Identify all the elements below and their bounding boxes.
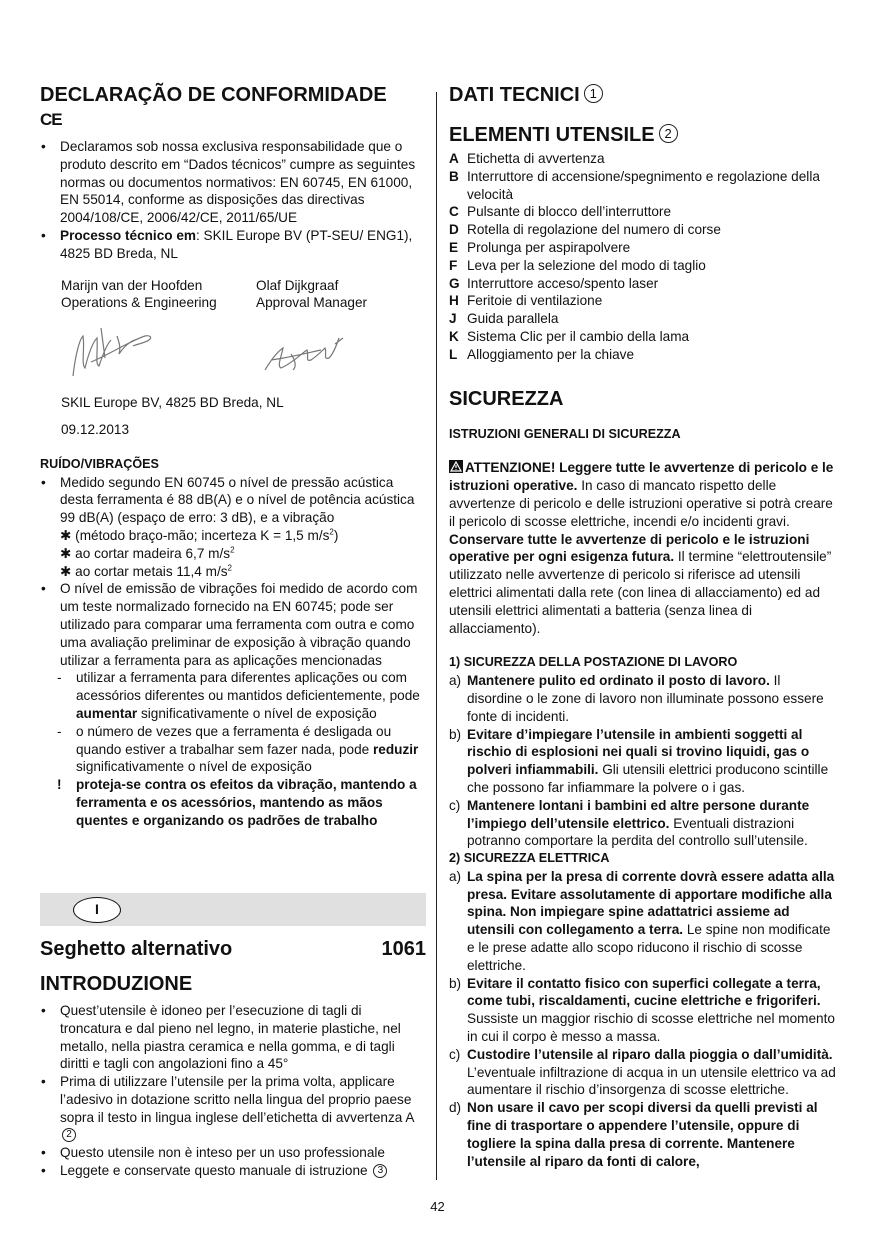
right-column — [449, 82, 839, 1170]
item-key: A — [449, 151, 459, 166]
elements-title: ELEMENTI UTENSILE 2 — [449, 122, 839, 148]
intro-title: INTRODUZIONE — [40, 973, 193, 995]
list-item: b) Evitare d’impiegare l’utensile in ambienti soggetti al rischio di esplosioni nei quali si trovino liquidi, gas o polveri infiammabili. Gli utensili elettrici producono scintille che possono far infiammare la polvere o i gas. — [449, 726, 829, 795]
declaration-list — [40, 138, 426, 263]
list-item: H Feritoie di ventilazione — [449, 293, 603, 309]
item-key: c) — [449, 1046, 461, 1062]
list-item: K Sistema Clic per il cambio della lama — [449, 328, 690, 344]
list-item: • Medido segundo EN 60745 o nível de pressão acústica desta ferramenta é 88 dB(A) e o nível de potência acústica 99 dB(A) (espaço de erro: 3 dB), e a vibração ✱ (método braço-mão; incerteza K = 1,5 $m/s^2$) ✱ ao cortar madeira 6,7 $m/s^2$ ✱ ao cortar metais 11,4 $m/s^2$ — [40, 474, 426, 581]
list-item: d) Non usare il cavo per scopi diversi da quelli previsti al fine di trasportare o appendere l’utensile, oppure di togliere la spina dalla presa di corrente. Mantenere l’utensile al riparo da fonti di calore, — [449, 1100, 818, 1169]
product-number: 1061 — [381, 938, 426, 960]
list-item: • O nível de emissão de vibrações foi medido de acordo com um teste normalizado fornecido na EN 60745; pode ser utilizado para comparar uma ferramenta com outra e como uma avaliação preliminar de exposição à vibração quando utilizar a ferramenta para as aplicações mencionadas — [40, 580, 426, 669]
language-bar — [40, 893, 426, 926]
signatures — [61, 312, 426, 394]
list-item: F Leva per la selezione del modo di taglio — [449, 257, 706, 273]
list-item: c) Mantenere lontani i bambini ed altre persone durante l’impiego dell’utensile elettrico. Eventuali distrazioni potranno comportare la perdita del controllo sull’utensile. — [449, 797, 810, 849]
item-key: L — [449, 346, 458, 362]
noise-list — [40, 474, 426, 670]
list-item: A Etichetta di avvertenza — [449, 151, 605, 166]
general-safety-heading: ISTRUZIONI GENERALI DI SICUREZZA — [449, 426, 681, 441]
figure-ref: 1 — [584, 84, 603, 103]
item-key: C — [449, 204, 459, 220]
section-heading: 2) SICUREZZA ELETTRICA — [449, 851, 610, 866]
warning-triangle-icon — [449, 460, 463, 473]
list-item: D Rotella di regolazione del numero di corse — [449, 222, 721, 238]
figure-ref: 2 — [62, 1128, 76, 1142]
list-item: C Pulsante di blocco dell’interruttore — [449, 204, 672, 220]
list-item: a) La spina per la presa di corrente dovrà essere adatta alla presa. Evitare assolutamente di apportare modifiche alla spina. Non impiegare spine adattatrici assieme ad utensili con collegamento a terra. Le spine non modificate e le prese adatte allo scopo riducono il rischio di scosse elettriche. — [449, 868, 835, 973]
signatory-name: Olaf Dijkgraaf — [256, 277, 339, 293]
item-key: c) — [449, 797, 461, 813]
item-key: B — [449, 168, 459, 184]
dash-list — [56, 669, 426, 776]
list-item: E Prolunga per aspirapolvere — [449, 239, 631, 255]
safety-title: SICUREZZA — [449, 387, 564, 410]
product-name: Seghetto alternativo — [40, 938, 233, 960]
item-key: a) — [449, 673, 462, 689]
declaration-date: 09.12.2013 — [61, 421, 130, 437]
elements-list — [449, 150, 839, 364]
list-item: J Guida parallela — [449, 311, 559, 327]
figure-ref: 3 — [373, 1164, 387, 1178]
vibration-warning: ! proteja-se contra os efeitos da vibração, mantendo a ferramenta e os acessórios, mantendo as mãos quentes e organizando os padrões de trabalho — [57, 777, 417, 828]
item-key: H — [449, 293, 459, 309]
item-key: b) — [449, 975, 462, 991]
list-item: • Prima di utilizzare l’utensile per la prima volta, applicare l’adesivo in dotazione scritto nella lingua del proprio paese sopra il testo in lingua inglese dell’etichetta di avvertenza A 2 — [40, 1073, 426, 1144]
item-key: b) — [449, 726, 462, 742]
section-heading: 1) SICUREZZA DELLA POSTAZIONE DI LAVORO — [449, 655, 738, 670]
item-key: E — [449, 239, 459, 255]
tech-title: DATI TECNICI 1 — [449, 82, 839, 108]
item-key: a) — [449, 868, 462, 884]
list-item: - utilizar a ferramenta para diferentes aplicações ou com acessórios diferentes ou mantidos deficientemente, pode aumentar significativamente o nível de exposição — [56, 669, 426, 722]
intro-list — [40, 1002, 426, 1180]
company-address: SKIL Europe BV, 4825 BD Breda, NL — [61, 395, 284, 411]
figure-ref: 2 — [659, 124, 678, 143]
list-item: b) Evitare il contatto fisico con superfici collegate a terra, come tubi, riscaldamenti, cucine elettriche e frigoriferi. Sussiste un maggior rischio di scosse elettriche nel momento in cui il corpo è messo a massa. — [449, 975, 835, 1045]
list-item: a) Mantenere pulito ed ordinato il posto di lavoro. Il disordine o le zone di lavoro non illuminate possono essere fonte di incidenti. — [449, 673, 824, 724]
electrical-safety-list — [449, 868, 839, 1171]
list-item: • Processo técnico em: SKIL Europe BV (PT-SEU/ ENG1), 4825 BD Breda, NL — [40, 227, 426, 263]
list-item: L Alloggiamento per la chiave — [449, 346, 635, 362]
item-key: J — [449, 311, 457, 327]
signatory-role: Approval Manager — [256, 295, 368, 311]
list-item: • Leggete e conservate questo manuale di istruzione 3 — [40, 1162, 426, 1180]
list-item: - o número de vezes que a ferramenta é desligada ou quando estiver a trabalhar sem fazer nada, pode reduzir significativamente o nível de exposição — [56, 723, 426, 776]
list-item: • Declaramos sob nossa exclusiva responsabilidade que o produto descrito em “Dados técnicos” cumpre as seguintes normas ou documentos normativos: EN 60745, EN 61000, EN 55014, conforme as disposições das directivas 2004/108/CE, 2006/42/CE, 2011/65/UE — [40, 138, 426, 227]
declaration-title: DECLARAÇÃO DE CONFORMIDADE — [40, 84, 387, 106]
italian-intro — [40, 936, 426, 1180]
column-divider — [436, 92, 437, 1180]
item-key: F — [449, 257, 458, 273]
item-key: D — [449, 222, 459, 238]
signatory-name: Marijn van der Hoofden — [61, 277, 203, 293]
item-key: d) — [449, 1100, 462, 1116]
signature-1 — [61, 318, 171, 384]
item-key: K — [449, 328, 459, 344]
signatory-role: Operations & Engineering — [61, 295, 217, 311]
item-key: G — [449, 275, 460, 291]
noise-heading: RUÍDO/VIBRAÇÕES — [40, 456, 159, 471]
ce-mark: CE — [40, 110, 62, 129]
warning-paragraph: ATTENZIONE! Leggere tutte le avvertenze di pericolo e le istruzioni operative. In caso di mancato rispetto delle avvertenze di pericolo e delle istruzioni operative si potrà creare il pericolo di scosse elettriche, incendi e/o incidenti gravi. Conservare tutte le avvertenze di pericolo e le istruzioni operative per ogni esigenza futura. Il termine “elettroutensile” utilizzato nelle avvertenze di pericolo si riferisce ad utensili elettrici alimentati dalla rete (con linea di allacciamento) ed ad utensili elettrici alimentati a batteria (senza linea di allacciamento). — [449, 460, 834, 636]
list-item: • Quest’utensile è idoneo per l’esecuzione di tagli di troncatura e dal pieno nel legno, in materie plastiche, nel metallo, nella piastra ceramica e nella gomma, e di tagli diritti e tagli con angolazioni fino a 45° — [40, 1002, 426, 1073]
signatories — [61, 277, 426, 313]
list-item: c) Custodire l’utensile al riparo dalla pioggia o dall’umidità. L’eventuale infiltrazione di acqua in un utensile elettrico va ad aumentare il rischio d’insorgenza di scosse elettriche. — [449, 1046, 836, 1098]
language-badge: I — [73, 897, 121, 923]
product-line — [40, 936, 426, 962]
list-item: B Interruttore di accensione/spegnimento e regolazione della velocità — [449, 168, 820, 202]
page-number: 42 — [430, 1199, 445, 1214]
exclamation-icon: ! — [57, 777, 62, 793]
left-column — [40, 82, 426, 830]
workplace-safety-list — [449, 672, 839, 850]
list-item: • Questo utensile non è inteso per un uso professionale — [40, 1144, 426, 1162]
list-item: G Interruttore acceso/spento laser — [449, 275, 659, 291]
signature-2 — [251, 330, 361, 380]
